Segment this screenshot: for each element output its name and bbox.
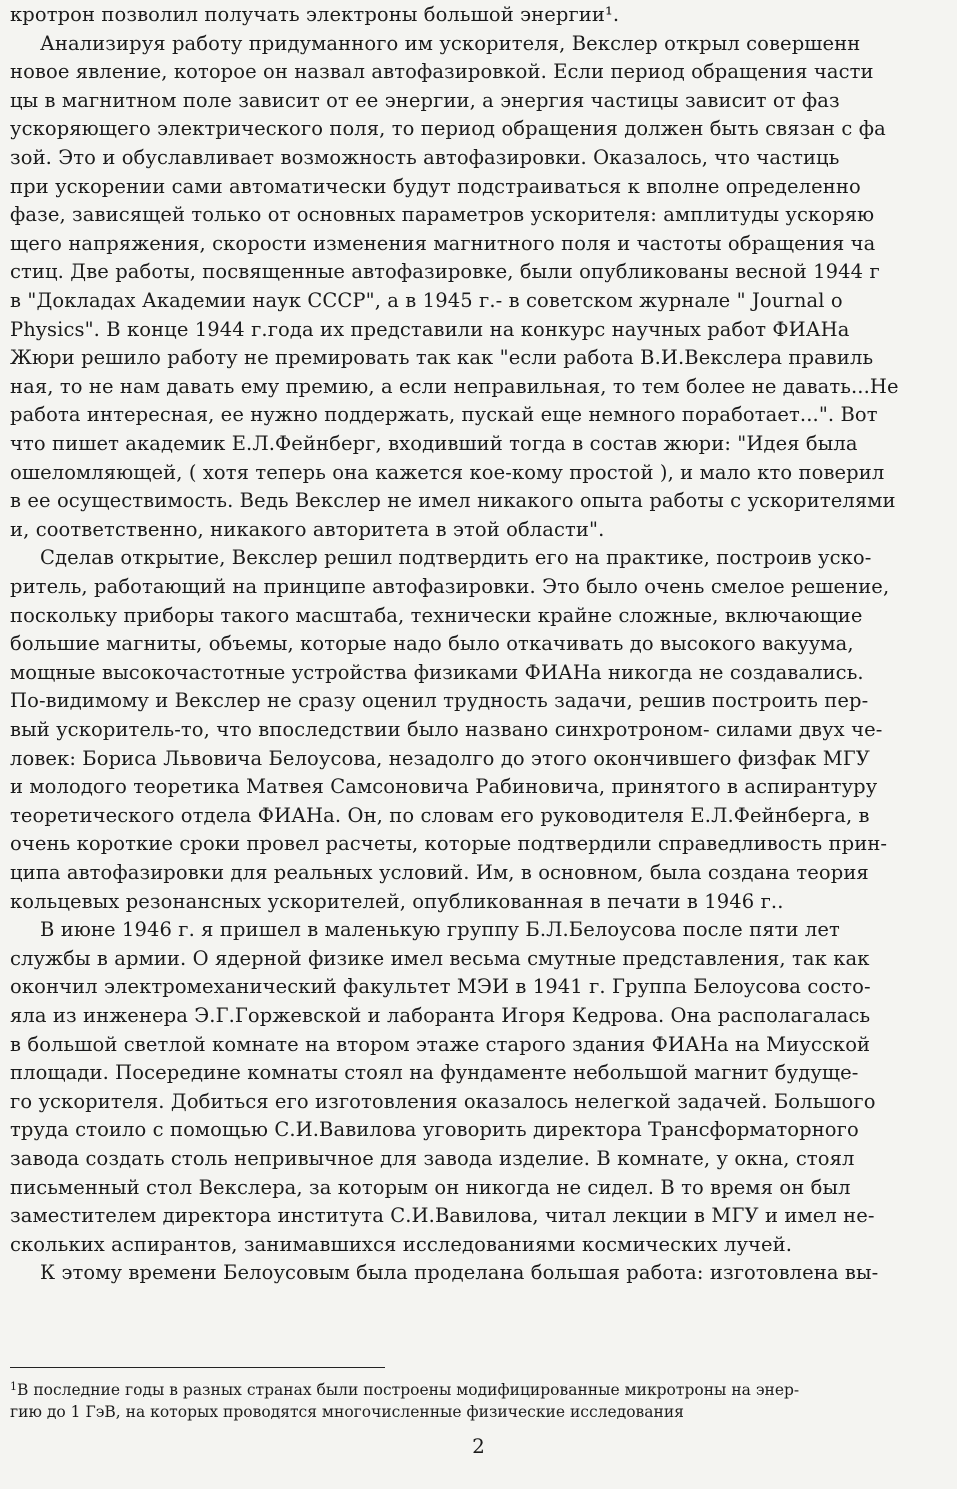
footnote-text-2: гию до 1 ГэВ, на которых проводятся многочисленные физические исследования: [10, 1403, 684, 1421]
text-line: ритель, работающий на принципе автофазировки. Это было очень смелое решение,: [10, 575, 890, 598]
text-line: труда стоило с помощью С.И.Вавилова уговорить директора Трансформаторного: [10, 1118, 859, 1142]
text-line: ная, то не нам давать ему премию, а если неправильная, то тем более не давать...Не: [10, 374, 899, 398]
text-line: В июне 1946 г. я пришел в маленькую группу Б.Л.Белоусова после пяти лет: [40, 918, 840, 942]
footnote-line-1: [10, 1375, 957, 1402]
text-line: при ускорении сами автоматически будут подстраиваться к вполне определенно: [10, 174, 861, 198]
text-line: большие магниты, объемы, которые надо было откачивать до высокого вакуума,: [10, 632, 854, 656]
text-line: в большой светлой комнате на втором этаже старого здания ФИАНа на Миусской: [10, 1032, 871, 1056]
text-line: стиц. Две работы, посвященные автофазировке, были опубликованы весной 1944 г: [10, 260, 880, 284]
text-line: К этому времени Белоусовым была проделана большая работа: изготовлена вы-: [40, 1261, 879, 1285]
text-line: ускоряющего электрического поля, то период обращения должен быть связан с фа: [10, 117, 886, 141]
text-line: мощные высокочастотные устройства физиками ФИАНа никогда не создавались.: [10, 660, 864, 684]
text-line: кольцевых резонансных ускорителей, опубликованная в печати в 1946 г..: [10, 889, 784, 913]
text-line: цы в магнитном поле зависит от ее энергии, а энергия частицы зависит от фаз: [10, 88, 840, 112]
text-line: По-видимому и Векслер не сразу оценил трудность задачи, решив построить пер-: [10, 689, 869, 713]
text-line: поскольку приборы такого масштаба, технически крайне сложные, включающие: [10, 603, 863, 627]
text-line: в "Докладах Академии наук СССР", а в 1945 г.- в советском журнале " Journal o: [10, 289, 843, 312]
text-line: что пишет академик Е.Л.Фейнберг, входивший тогда в состав жюри: "Идея была: [10, 432, 858, 455]
text-line: и молодого теоретика Матвея Самсоновича Рабиновича, принятого в аспирантуру: [10, 775, 878, 799]
text-line: ципа автофазировки для реальных условий. Им, в основном, была создана теория: [10, 861, 869, 884]
text-line: ошеломляющей, ( хотя теперь она кажется кое-кому простой ), и мало кто поверил: [10, 460, 885, 484]
text-line: Physics". В конце 1944 г.года их представили на конкурс научных работ ФИАНа: [10, 317, 850, 341]
text-line: новое явление, которое он назвал автофазировкой. Если период обращения части: [10, 60, 874, 84]
text-line: заместителем директора института С.И.Вавилова, читал лекции в МГУ и имел не-: [10, 1204, 875, 1228]
text-line: очень короткие сроки провел расчеты, которые подтвердили справедливость прин-: [10, 832, 888, 856]
text-line: и, соответственно, никакого авторитета в этой области".: [10, 517, 605, 541]
text-line: службы в армии. О ядерной физике имел весьма смутные представления, так как: [10, 946, 870, 970]
footnote-divider: [10, 1367, 385, 1368]
text-line: ловек: Бориса Львовича Белоусова, незадолго до этого окончившего физфак МГУ: [10, 746, 870, 770]
text-line: теоретического отдела ФИАНа. Он, по словам его руководителя Е.Л.Фейнберга, в: [10, 803, 870, 827]
text-line: площади. Посередине комнаты стоял на фундаменте небольшой магнит будуще-: [10, 1061, 859, 1085]
text-line: окончил электромеханический факультет МЭИ в 1941 г. Группа Белоусова состо-: [10, 975, 871, 999]
text-line: письменный стол Векслера, за которым он никогда не сидел. В то время он был: [10, 1175, 851, 1199]
text-line: кротрон позволил получать электроны большой энергии¹.: [10, 3, 620, 26]
text-line: Анализируя работу придуманного им ускорителя, Векслер открыл совершенн: [40, 31, 861, 55]
text-line: зой. Это и обуславливает возможность автофазировки. Оказалось, что частиць: [10, 146, 840, 169]
text-line: щего напряжения, скорости изменения магнитного поля и частоты обращения ча: [10, 231, 876, 255]
text-line: вый ускоритель-то, что впоследствии было названо синхротроном- силами двух че-: [10, 718, 883, 741]
footnote-text-1: В последние годы в разных странах были построены модифицированные микротроны на энер-: [17, 1381, 800, 1399]
text-line: го ускорителя. Добиться его изготовления оказалось нелегкой задачей. Большого: [10, 1089, 876, 1113]
text-line: яла из инженера Э.Г.Горжевской и лаборанта Игоря Кедрова. Она располагалась: [10, 1004, 871, 1027]
text-line: Сделав открытие, Векслер решил подтвердить его на практике, построив уско-: [40, 546, 872, 570]
text-line: работа интересная, ее нужно поддержать, пускай еще немного поработает...". Вот: [10, 403, 878, 427]
text-line: в ее осуществимость. Ведь Векслер не имел никакого опыта работы с ускорителями: [10, 489, 896, 513]
text-line: Жюри решило работу не премировать так как "если работа В.И.Векслера правиль: [10, 346, 874, 370]
text-line: завода создать столь непривычное для завода изделие. В комнате, у окна, стоял: [10, 1147, 855, 1170]
page-number: 2: [472, 1434, 485, 1458]
text-line: фазе, зависящей только от основных параметров ускорителя: амплитуды ускоряю: [10, 203, 875, 227]
text-line: скольких аспирантов, занимавшихся исследованиями космических лучей.: [10, 1232, 793, 1256]
footnote-marker: 1: [10, 1380, 17, 1393]
footnote-line-2: [10, 1400, 957, 1424]
